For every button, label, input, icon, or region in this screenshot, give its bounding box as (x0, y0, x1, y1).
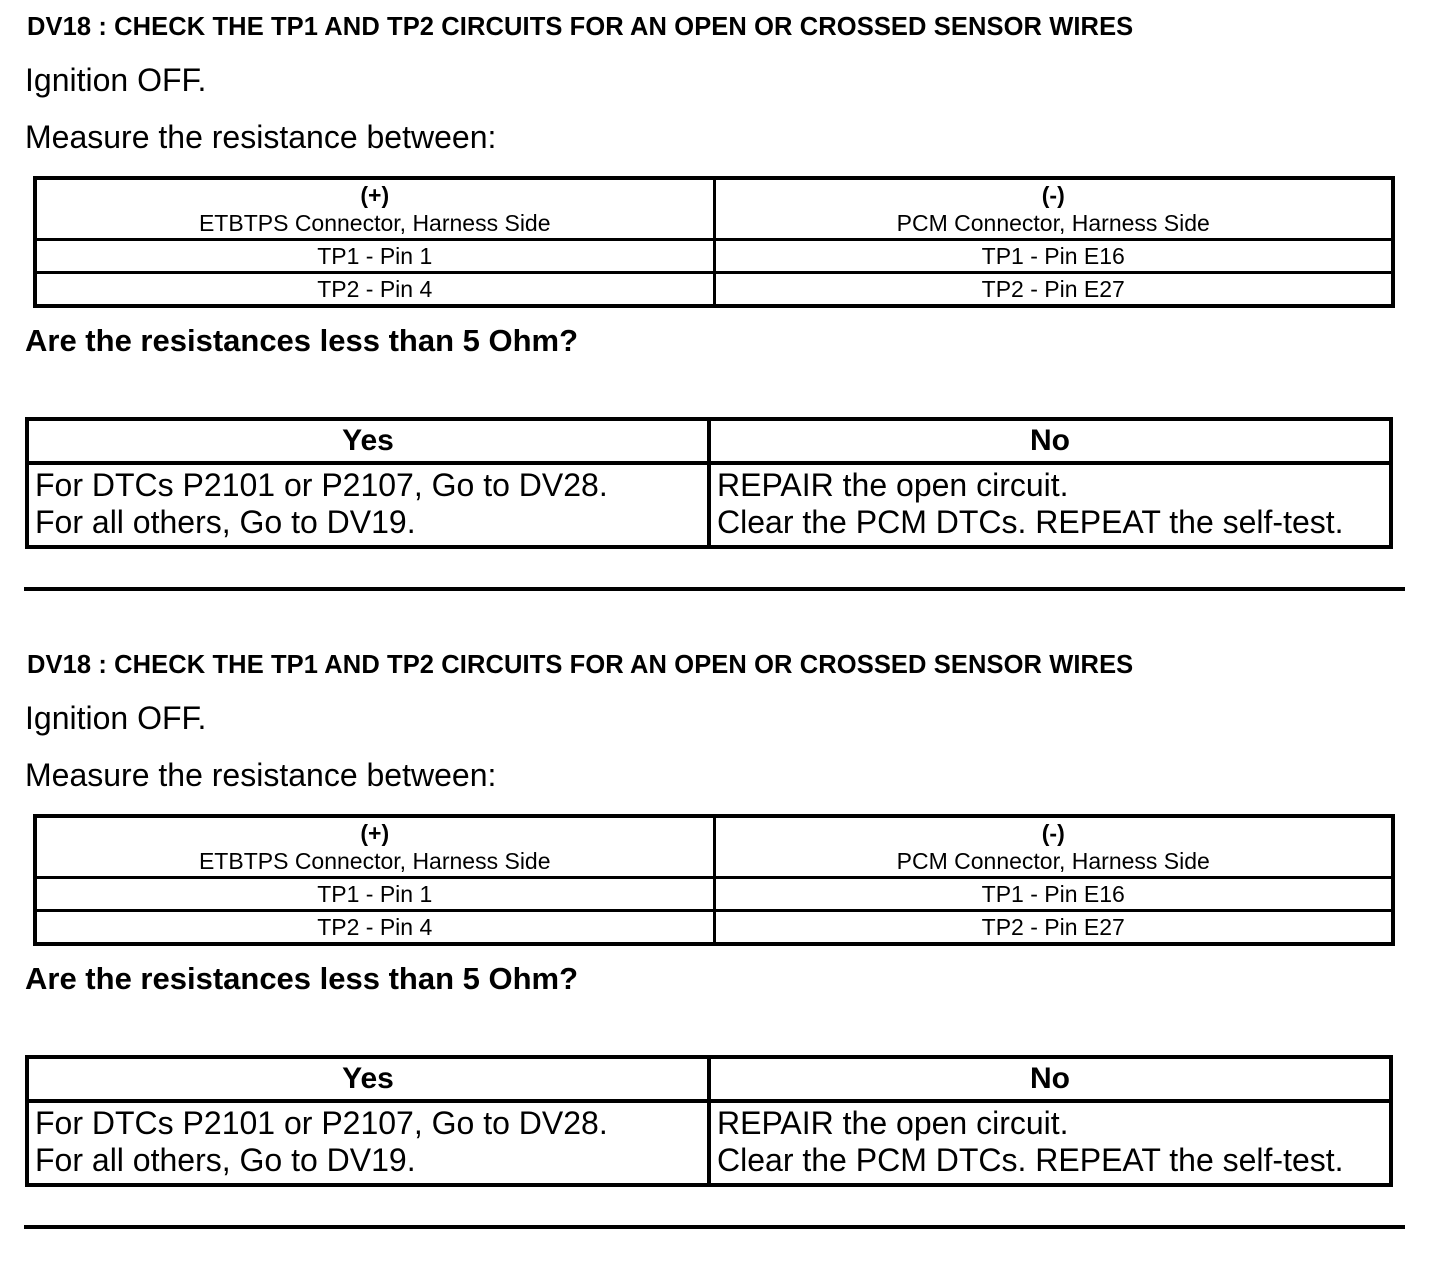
no-action-line: REPAIR the open circuit. (717, 1105, 1069, 1141)
yes-action-line: For DTCs P2101 or P2107, Go to DV28. (35, 467, 608, 503)
section-divider (24, 587, 1405, 591)
negative-sign: (-) (1041, 182, 1065, 208)
yes-action-line: For all others, Go to DV19. (35, 504, 416, 540)
resistance-measurement-table (33, 814, 1395, 946)
ignition-instruction: Ignition OFF. (25, 62, 207, 98)
positive-sign: (+) (360, 182, 390, 208)
step-title: DV18 : CHECK THE TP1 AND TP2 CIRCUITS FOR AN OPEN OR CROSSED SENSOR WIRES (27, 651, 1134, 679)
yes-header: Yes (27, 419, 709, 463)
positive-sign: (+) (360, 820, 390, 846)
ignition-instruction: Ignition OFF. (25, 700, 207, 736)
table-cell: TP2 - Pin E27 (714, 273, 1393, 307)
no-actions (709, 463, 1391, 547)
positive-connector-label: ETBTPS Connector, Harness Side (198, 848, 551, 874)
resistance-question: Are the resistances less than 5 Ohm? (25, 323, 579, 358)
yes-no-result-table (25, 1055, 1393, 1187)
yes-action-line: For DTCs P2101 or P2107, Go to DV28. (35, 1105, 608, 1141)
negative-connector-label: PCM Connector, Harness Side (896, 848, 1210, 874)
measure-instruction: Measure the resistance between: (25, 119, 497, 155)
yes-header: Yes (27, 1057, 709, 1101)
table-cell: TP2 - Pin 4 (35, 273, 714, 307)
no-action-line: Clear the PCM DTCs. REPEAT the self-test. (717, 1142, 1344, 1178)
yes-action-line: For all others, Go to DV19. (35, 1142, 416, 1178)
step-title: DV18 : CHECK THE TP1 AND TP2 CIRCUITS FOR AN OPEN OR CROSSED SENSOR WIRES (27, 13, 1134, 41)
yes-actions (27, 1101, 709, 1185)
measure-instruction: Measure the resistance between: (25, 757, 497, 793)
no-action-line: Clear the PCM DTCs. REPEAT the self-test. (717, 504, 1344, 540)
yes-no-result-table (25, 417, 1393, 549)
table-cell: TP2 - Pin 4 (35, 911, 714, 945)
table-row (35, 878, 1393, 911)
positive-header-cell (35, 816, 714, 878)
result-action-row (27, 463, 1391, 547)
table-header-row (35, 816, 1393, 878)
negative-header-cell (714, 816, 1393, 878)
no-header: No (709, 419, 1391, 463)
table-cell: TP2 - Pin E27 (714, 911, 1393, 945)
table-header-row (35, 178, 1393, 240)
yes-actions (27, 463, 709, 547)
result-header-row (27, 1057, 1391, 1101)
table-cell: TP1 - Pin E16 (714, 240, 1393, 273)
no-actions (709, 1101, 1391, 1185)
table-cell: TP1 - Pin 1 (35, 240, 714, 273)
negative-sign: (-) (1041, 820, 1065, 846)
result-action-row (27, 1101, 1391, 1185)
positive-connector-label: ETBTPS Connector, Harness Side (198, 210, 551, 236)
table-cell: TP1 - Pin E16 (714, 878, 1393, 911)
negative-connector-label: PCM Connector, Harness Side (896, 210, 1210, 236)
section-divider (24, 1225, 1405, 1229)
table-row (35, 273, 1393, 307)
no-header: No (709, 1057, 1391, 1101)
table-cell: TP1 - Pin 1 (35, 878, 714, 911)
table-row (35, 240, 1393, 273)
resistance-question: Are the resistances less than 5 Ohm? (25, 961, 579, 996)
positive-header-cell (35, 178, 714, 240)
negative-header-cell (714, 178, 1393, 240)
table-row (35, 911, 1393, 945)
resistance-measurement-table (33, 176, 1395, 308)
diagnostic-step-2 (0, 638, 1440, 1278)
no-action-line: REPAIR the open circuit. (717, 467, 1069, 503)
result-header-row (27, 419, 1391, 463)
